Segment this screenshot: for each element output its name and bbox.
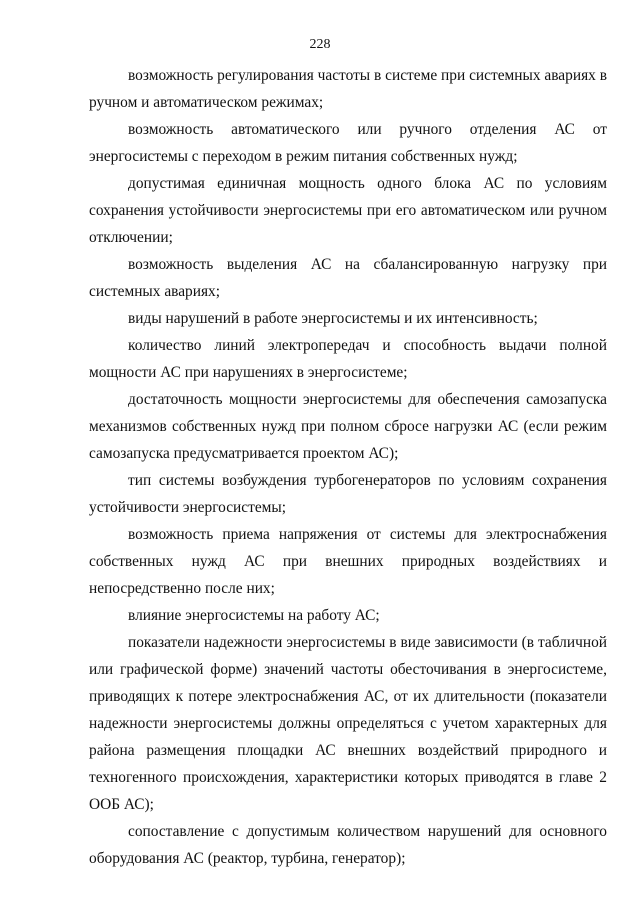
- paragraph-7: достаточность мощности энергосистемы для обеспечения самозапуска механизмов собственных нужд при полном сбросе нагрузки АС (если режим самозапуска предусматривается проектом АС);: [89, 391, 607, 462]
- paragraph-4: возможность выделения АС на сбалансированную нагрузку при системных авариях;: [89, 256, 607, 300]
- paragraph-11: показатели надежности энергосистемы в виде зависимости (в табличной или графической форме) значений частоты обесточивания в энергосистеме, приводящих к потере электроснабжения АС, от их длительности (показатели надежности энергосистемы должны определяться с учетом характерных для района размещения площадки АС внешних воздействий природного и техногенного происхождения, характеристики которых приводятся в главе 2 ООБ АС);: [89, 634, 607, 813]
- paragraph-5: виды нарушений в работе энергосистемы и их интенсивность;: [128, 310, 538, 327]
- paragraph-10: влияние энергосистемы на работу АС;: [128, 607, 380, 624]
- paragraph-6: количество линий электропередач и способность выдачи полной мощности АС при нарушениях в энергосистеме;: [89, 337, 607, 381]
- paragraph-3: допустимая единичная мощность одного блока АС по условиям сохранения устойчивости энергосистемы при его автоматическом или ручном отключении;: [89, 175, 607, 246]
- paragraph-2: возможность автоматического или ручного отделения АС от энергосистемы с переходом в режим питания собственных нужд;: [89, 121, 607, 165]
- paragraph-9: возможность приема напряжения от системы для электроснабжения собственных нужд АС при внешних природных воздействиях и непосредственно после них;: [89, 526, 607, 597]
- paragraph-1: возможность регулирования частоты в системе при системных авариях в ручном и автоматическом режимах;: [89, 67, 607, 111]
- page-number: 228: [309, 37, 331, 52]
- document-body: [89, 62, 607, 872]
- paragraph-12: сопоставление с допустимым количеством нарушений для основного оборудования АС (реактор, турбина, генератор);: [89, 823, 607, 867]
- paragraph-8: тип системы возбуждения турбогенераторов по условиям сохранения устойчивости энергосистемы;: [89, 472, 607, 516]
